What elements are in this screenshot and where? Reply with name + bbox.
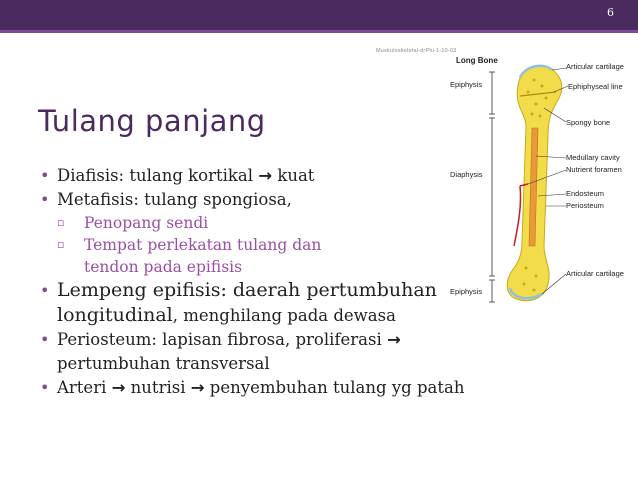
bullet-text: kuat xyxy=(272,166,315,185)
arrow-right-icon: → xyxy=(190,378,205,397)
bullet-text: nutrisi xyxy=(125,378,191,397)
sub-bullet-square-icon: ▫ xyxy=(57,216,65,229)
slide-title: Tulang panjang xyxy=(38,104,266,138)
arrow-right-icon: → xyxy=(387,330,401,349)
bullet-text: longitudinal xyxy=(57,304,173,326)
bullet-text: Diafisis: tulang kortikal xyxy=(57,166,259,185)
bullet-text: Lempeng epifisis: daerah pertumbuhan xyxy=(57,279,437,301)
label-medullary-cavity: Medullary cavity xyxy=(566,153,620,162)
bullet-periosteum xyxy=(40,328,600,376)
sub-bullet-text: tendon pada epifisis xyxy=(84,258,243,276)
bullet-dot-icon: • xyxy=(40,378,50,397)
sub-bullet-square-icon: ▫ xyxy=(57,238,65,251)
label-epiphysis-top: Epiphysis xyxy=(450,80,483,89)
label-epiphysis-bottom: Epiphysis xyxy=(450,287,483,296)
bullet-text: Arteri xyxy=(57,378,112,397)
arrow-right-icon: → xyxy=(111,378,126,397)
label-articular-bottom: Articular cartilage xyxy=(566,269,624,278)
label-endosteum: Endosteum xyxy=(566,189,604,198)
label-periosteum: Periosteum xyxy=(566,201,604,210)
slide-number: 6 xyxy=(607,6,614,19)
bullet-dot-icon: • xyxy=(40,281,50,300)
header-accent-line xyxy=(0,30,638,33)
diagram-title: Long Bone xyxy=(456,56,498,65)
label-ephiphyseal-line: Ephiphyseal line xyxy=(568,82,623,91)
bullet-text: , menghilang pada dewasa xyxy=(172,306,396,325)
label-diaphysis: Diaphysis xyxy=(450,170,483,179)
bullet-arteri xyxy=(40,376,600,400)
sub-bullet-text: Tempat perlekatan tulang dan xyxy=(84,236,322,254)
slide-footer: Muskuloskeletal-drPhi-1-10-03 xyxy=(376,48,457,54)
long-bone-diagram xyxy=(448,56,638,306)
arrow-right-icon: → xyxy=(258,166,273,185)
bullet-text: pertumbuhan transversal xyxy=(57,354,270,373)
bullet-text: Periosteum: lapisan fibrosa, proliferasi xyxy=(57,330,387,349)
bullet-dot-icon: • xyxy=(40,190,50,209)
bullet-dot-icon: • xyxy=(40,166,50,185)
bullet-text: penyembuhan tulang yg patah xyxy=(204,378,465,397)
bullet-dot-icon: • xyxy=(40,330,50,349)
label-nutrient-foramen: Nutrient foramen xyxy=(566,165,622,174)
label-articular-top: Articular cartilage xyxy=(566,62,624,71)
bullet-text: Metafisis: tulang spongiosa, xyxy=(57,190,292,209)
sub-bullet-text: Penopang sendi xyxy=(84,214,209,232)
label-spongy-bone: Spongy bone xyxy=(566,118,611,127)
header-bar xyxy=(0,0,638,30)
